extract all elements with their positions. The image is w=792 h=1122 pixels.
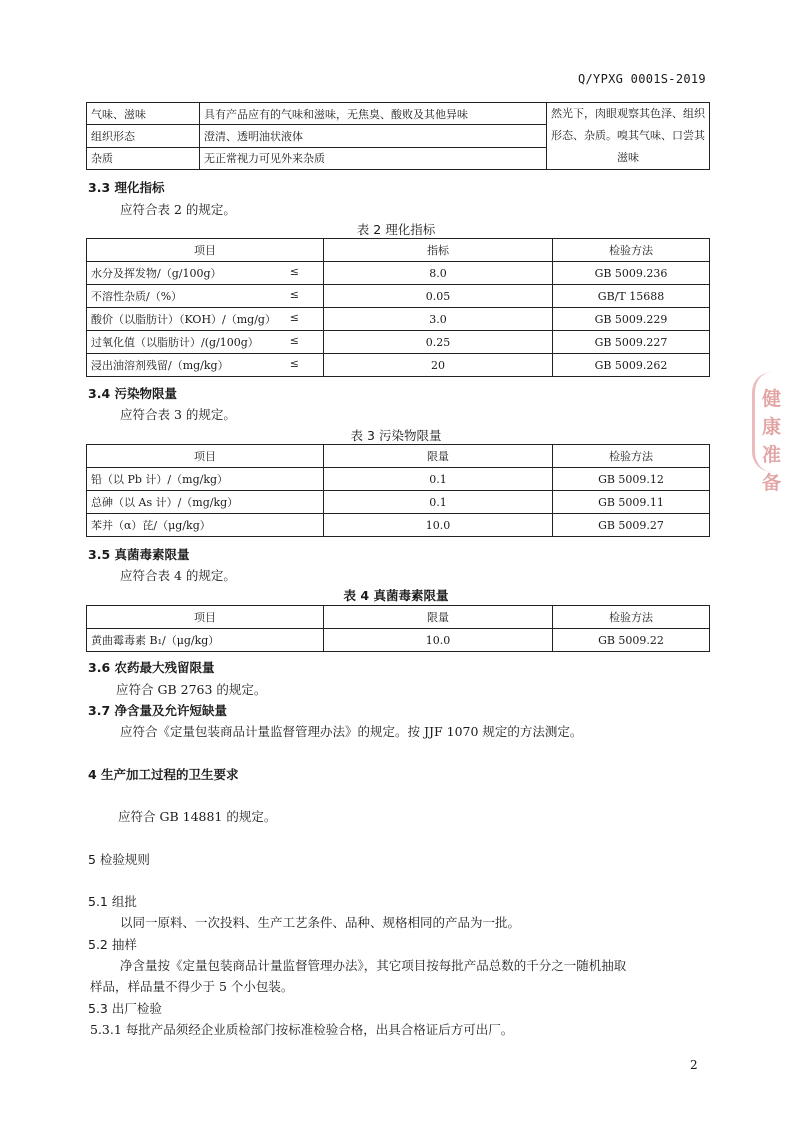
table-cell: 无正常视力可见外来杂质: [200, 147, 547, 169]
table-cell: GB 5009.11: [553, 491, 710, 514]
column-header: 检验方法: [553, 606, 710, 629]
standard-number: Q/YPXG 0001S-2019: [578, 72, 706, 86]
column-header: 项目: [87, 606, 324, 629]
table-cell: 10.0: [324, 514, 553, 537]
section-text: 应符合表 2 的规定。: [120, 202, 236, 217]
table-cell: GB 5009.229: [553, 308, 710, 331]
table-header-row: [87, 239, 710, 262]
table-cell: GB 5009.27: [553, 514, 710, 537]
column-header: 项目: [87, 445, 324, 468]
table-row: [87, 103, 710, 125]
table-row: [87, 331, 710, 354]
section-heading-5: 5 检验规则: [88, 852, 150, 867]
table-cell: GB 5009.262: [553, 354, 710, 377]
column-header: 限量: [324, 606, 553, 629]
table-cell: 水分及挥发物/（g/100g） ≤: [87, 262, 324, 285]
table-cell: 杂质: [87, 147, 200, 169]
table-cell: 具有产品应有的气味和滋味，无焦臭、酸败及其他异味: [200, 103, 547, 125]
column-header: 检验方法: [553, 445, 710, 468]
method-cell: [547, 103, 710, 170]
section-heading-3-3: 3.3 理化指标: [88, 180, 165, 195]
table-cell: GB 5009.12: [553, 468, 710, 491]
section-text: 应符合表 3 的规定。: [120, 407, 236, 422]
table-cell: 0.05: [324, 285, 553, 308]
method-line: 然光下，肉眼观察其色泽、组织: [551, 107, 705, 120]
seal-stamp-text: 健康 准备: [762, 388, 782, 494]
table-header-row: [87, 606, 710, 629]
section-text: 5.3.1 每批产品须经企业质检部门按标准检验合格，出具合格证后方可出厂。: [90, 1022, 514, 1037]
table-row: [87, 285, 710, 308]
table-cell: 气味、滋味: [87, 103, 200, 125]
mycotoxins-table: [86, 605, 710, 652]
table-cell: GB 5009.22: [553, 629, 710, 652]
table-cell: 组织形态: [87, 125, 200, 147]
page-number: 2: [690, 1058, 698, 1072]
table-cell: 总砷（以 As 计）/（mg/kg）: [87, 491, 324, 514]
section-heading-5-2: 5.2 抽样: [88, 937, 137, 952]
table-row: [87, 354, 710, 377]
method-line: 滋味: [617, 151, 639, 164]
section-heading-3-6: 3.6 农药最大残留限量: [88, 660, 215, 675]
section-heading-4: 4 生产加工过程的卫生要求: [88, 767, 239, 782]
contaminants-table: [86, 444, 710, 537]
section-text: 应符合表 4 的规定。: [120, 568, 236, 583]
section-heading-5-1: 5.1 组批: [88, 894, 137, 909]
section-heading-5-3: 5.3 出厂检验: [88, 1001, 162, 1016]
section-text: 应符合 GB 2763 的规定。: [116, 682, 267, 697]
table-cell: 10.0: [324, 629, 553, 652]
section-heading-3-4: 3.4 污染物限量: [88, 386, 177, 401]
physicochemical-table: [86, 238, 710, 377]
column-header: 指标: [324, 239, 553, 262]
section-heading-3-5: 3.5 真菌毒素限量: [88, 547, 190, 562]
column-header: 限量: [324, 445, 553, 468]
table-cell: 不溶性杂质/（%） ≤: [87, 285, 324, 308]
table-cell: GB 5009.236: [553, 262, 710, 285]
table-cell: 0.1: [324, 468, 553, 491]
table-cell: 黄曲霉毒素 B₁/（μg/kg）: [87, 629, 324, 652]
column-header: 项目: [87, 239, 324, 262]
section-text: 净含量按《定量包装商品计量监督管理办法》，其它项目按每批产品总数的千分之一随机抽取: [120, 958, 627, 973]
table-row: [87, 514, 710, 537]
table-caption: 表 4 真菌毒素限量: [343, 588, 449, 603]
table-cell: 苯并（α）芘/（μg/kg）: [87, 514, 324, 537]
table-row: [87, 468, 710, 491]
table-row: [87, 262, 710, 285]
table-cell: 0.1: [324, 491, 553, 514]
table-cell: 澄清、透明油状液体: [200, 125, 547, 147]
table-row: [87, 308, 710, 331]
table-cell: 20: [324, 354, 553, 377]
sensory-table: [86, 102, 710, 170]
table-cell: 铅（以 Pb 计）/（mg/kg）: [87, 468, 324, 491]
column-header: 检验方法: [553, 239, 710, 262]
table-cell: GB/T 15688: [553, 285, 710, 308]
table-caption: 表 2 理化指标: [356, 222, 436, 237]
table-cell: 酸价（以脂肪计）（KOH）/（mg/g） ≤: [87, 308, 324, 331]
section-text: 应符合 GB 14881 的规定。: [118, 809, 277, 824]
section-heading-3-7: 3.7 净含量及允许短缺量: [88, 703, 227, 718]
table-cell: 8.0: [324, 262, 553, 285]
table-cell: 0.25: [324, 331, 553, 354]
table-row: [87, 491, 710, 514]
table-row: [87, 629, 710, 652]
table-caption: 表 3 污染物限量: [350, 428, 442, 443]
table-cell: GB 5009.227: [553, 331, 710, 354]
section-text: 以同一原料、一次投料、生产工艺条件、品种、规格相同的产品为一批。: [120, 915, 521, 930]
table-header-row: [87, 445, 710, 468]
method-line: 形态、杂质。嗅其气味、口尝其: [551, 129, 705, 142]
section-text: 应符合《定量包装商品计量监督管理办法》的规定。按 JJF 1070 规定的方法测定。: [120, 724, 583, 739]
table-cell: 浸出油溶剂残留/（mg/kg） ≤: [87, 354, 324, 377]
section-text: 样品，样品量不得少于 5 个小包装。: [90, 979, 294, 994]
table-cell: 过氧化值（以脂肪计）/(g/100g） ≤: [87, 331, 324, 354]
table-cell: 3.0: [324, 308, 553, 331]
